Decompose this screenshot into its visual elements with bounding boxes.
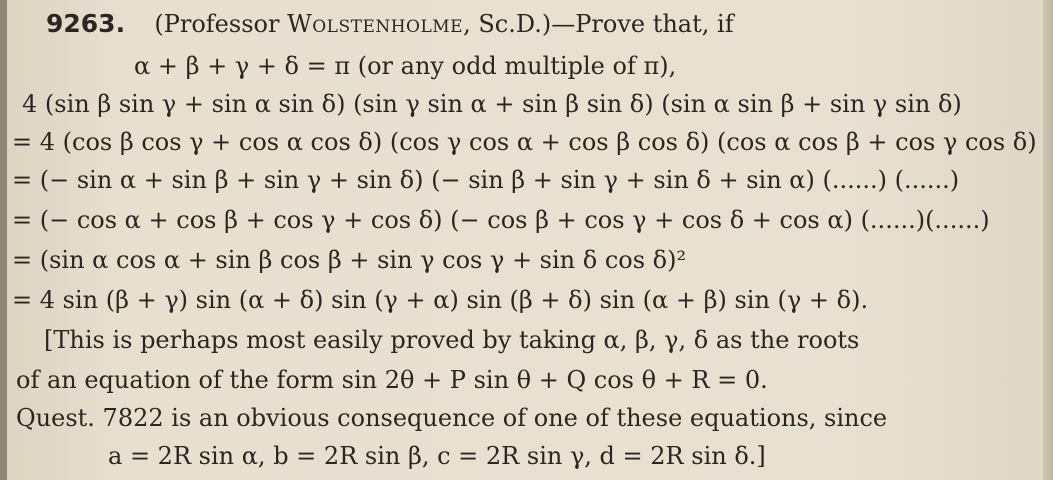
equation-line: = (sin α cos α + sin β cos β + sin γ cos γ + sin δ cos δ)² bbox=[12, 246, 687, 274]
equation-line: = 4 sin (β + γ) sin (α + δ) sin (γ + α) sin (β + δ) sin (α + β) sin (γ + δ). bbox=[12, 286, 869, 314]
equation-line: = (− cos α + cos β + cos γ + cos δ) (− cos β + cos γ + cos δ + cos α) (......)(......) bbox=[12, 206, 990, 234]
problem-heading bbox=[46, 10, 734, 38]
equation-line: 4 (sin β sin γ + sin α sin δ) (sin γ sin α + sin β sin δ) (sin α sin β + sin γ sin δ) bbox=[22, 90, 962, 118]
problem-condition: α + β + γ + δ = π (or any odd multiple of π), bbox=[134, 52, 677, 80]
page-left-edge bbox=[0, 0, 7, 480]
author-suffix: , Sc.D.)—Prove that, if bbox=[463, 10, 734, 38]
note-line: Quest. 7822 is an obvious consequence of one of these equations, since bbox=[16, 404, 888, 432]
problem-number: 9263. bbox=[46, 9, 126, 38]
page-right-edge bbox=[1043, 0, 1053, 480]
note-line: of an equation of the form sin 2θ + P sin θ + Q cos θ + R = 0. bbox=[16, 366, 768, 394]
note-line: [This is perhaps most easily proved by taking α, β, γ, δ as the roots bbox=[44, 326, 860, 354]
equation-line: = 4 (cos β cos γ + cos α cos δ) (cos γ cos α + cos β cos δ) (cos α cos β + cos γ cos δ) bbox=[12, 128, 1037, 156]
author-prefix: (Professor bbox=[154, 10, 288, 38]
equation-line: = (− sin α + sin β + sin γ + sin δ) (− sin β + sin γ + sin δ + sin α) (......) (......) bbox=[12, 166, 960, 194]
author-name: Wolstenholme bbox=[287, 10, 464, 38]
note-line: a = 2R sin α, b = 2R sin β, c = 2R sin γ, d = 2R sin δ.] bbox=[108, 442, 766, 470]
